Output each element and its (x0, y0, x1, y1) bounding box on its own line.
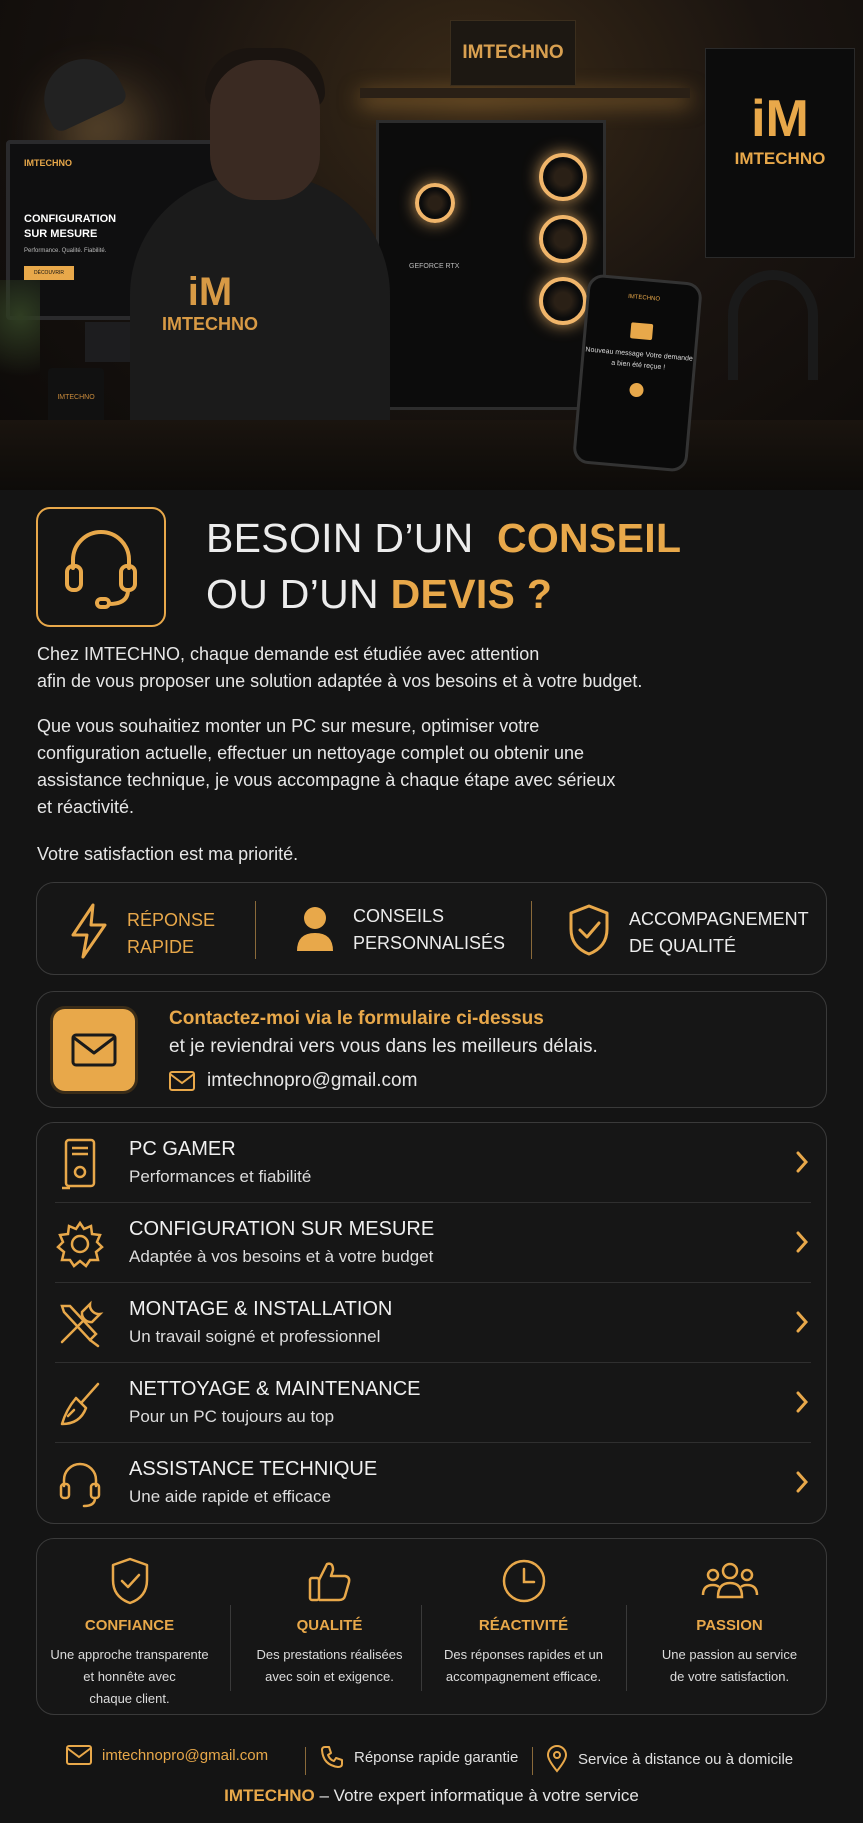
value-title: PASSION (696, 1617, 763, 1634)
intro-text-line: configuration actuelle, effectuer un nettoyage complet ou obtenir une (37, 743, 585, 763)
divider (255, 901, 256, 959)
chevron-right-icon (795, 1391, 809, 1418)
intro-text-line: afin de vous proposer une solution adaptée à vos besoins et à votre budget. (37, 671, 643, 691)
service-subtitle: Une aide rapide et efficace (129, 1487, 331, 1506)
divider (626, 1605, 627, 1691)
headset (728, 270, 818, 380)
contact-email-link[interactable] (169, 1070, 417, 1092)
footer-contacts (0, 1745, 863, 1775)
person-head (210, 60, 320, 200)
title-part2: OU D’UN (206, 571, 379, 617)
value-title: QUALITÉ (296, 1617, 363, 1634)
feature-label (629, 906, 809, 960)
service-item-nettoyage[interactable] (55, 1363, 811, 1443)
user-icon (295, 905, 335, 956)
feature-personal-advice (295, 903, 505, 957)
service-item-pc-gamer[interactable] (55, 1123, 811, 1203)
value-text-line: accompagnement efficace. (445, 1669, 602, 1684)
shirt-logo-mark: iM (187, 270, 233, 314)
chevron-right-icon (795, 1151, 809, 1178)
value-text-line: Une approche transparente (50, 1647, 209, 1662)
value-qualite (237, 1555, 422, 1688)
headset-icon (36, 507, 166, 627)
divider (305, 1747, 306, 1775)
fan (539, 153, 587, 201)
pc-case (376, 120, 606, 410)
phone (572, 273, 703, 472)
footer-service-text: Service à distance ou à domicile (578, 1750, 794, 1768)
contact-text: et je reviendrai vers vous dans les meilleurs délais. (169, 1036, 598, 1057)
value-title: CONFIANCE (84, 1617, 175, 1634)
value-title: RÉACTIVITÉ (478, 1617, 569, 1634)
value-text-line: Des prestations réalisées (256, 1647, 403, 1662)
intro-paragraph-2 (37, 713, 797, 821)
footer-response-text: Réponse rapide garantie (354, 1748, 519, 1766)
phone-icon (320, 1745, 344, 1769)
fan (415, 183, 455, 223)
service-title: PC GAMER (129, 1138, 236, 1160)
location-pin-icon (546, 1745, 568, 1773)
features-bar (36, 882, 827, 975)
footer-email-link[interactable] (66, 1745, 268, 1765)
fan (539, 277, 587, 325)
intro-text-line: assistance technique, je vous accompagne à chaque étape avec sérieux (37, 770, 616, 790)
desk (0, 420, 863, 490)
phone-envelope-icon (630, 322, 653, 340)
intro-paragraph-1 (37, 641, 797, 695)
service-subtitle: Adaptée à vos besoins et à votre budget (129, 1247, 434, 1266)
envelope-icon (66, 1745, 92, 1765)
poster-brand: IMTECHNO (734, 149, 826, 168)
title-highlight2: DEVIS ? (390, 571, 553, 617)
contact-email: imtechnopro@gmail.com (207, 1070, 418, 1091)
headset-icon (55, 1459, 105, 1509)
shield-check-icon (37, 1555, 222, 1607)
monitor-button: DÉCOUVRIR (24, 266, 74, 280)
clock-icon (431, 1555, 616, 1607)
feature-label-line1: ACCOMPAGNEMENT (629, 908, 809, 929)
services-list (36, 1122, 827, 1524)
service-title: ASSISTANCE TECHNIQUE (129, 1458, 378, 1480)
service-subtitle: Pour un PC toujours au top (129, 1407, 335, 1426)
page-title (206, 510, 681, 622)
values-card (36, 1538, 827, 1715)
value-text-line: avec soin et exigence. (265, 1669, 394, 1684)
value-text-line: Une passion au service (661, 1647, 798, 1662)
value-text (237, 1644, 422, 1688)
monitor-title: CONFIGURATION SUR MESURE (24, 213, 117, 240)
feature-label-line2: RAPIDE (127, 936, 195, 957)
phone-message: Nouveau message Votre demande a bien été reçue ! (585, 346, 694, 372)
value-text-line: Des réponses rapides et un (444, 1647, 603, 1662)
service-title: MONTAGE & INSTALLATION (129, 1298, 393, 1320)
gear-icon (55, 1219, 105, 1269)
service-item-configuration[interactable] (55, 1203, 811, 1283)
footer-tagline (0, 1786, 863, 1806)
footer-email: imtechnopro@gmail.com (102, 1746, 269, 1764)
service-subtitle: Un travail soigné et professionnel (129, 1327, 381, 1346)
value-text (37, 1644, 222, 1710)
intro-text-line: Que vous souhaitiez monter un PC sur mesure, optimiser votre (37, 716, 540, 736)
feature-quality (567, 903, 809, 962)
service-subtitle: Performances et fiabilité (129, 1167, 312, 1186)
divider (421, 1605, 422, 1691)
hero-image (0, 0, 863, 490)
monitor-subtitle: Performance. Qualité. Fiabilité. (24, 248, 107, 254)
footer-tagline-text: – Votre expert informatique à votre service (314, 1786, 639, 1805)
phone-brand: IMTECHNO (627, 293, 661, 303)
people-icon (637, 1555, 822, 1607)
service-item-assistance[interactable] (55, 1443, 811, 1523)
title-highlight1: CONSEIL (496, 515, 682, 561)
lightning-icon (69, 903, 109, 964)
divider (532, 1747, 533, 1775)
intro-text-line: Chez IMTECHNO, chaque demande est étudiée avec attention (37, 644, 540, 664)
feature-label-line1: RÉPONSE (127, 909, 216, 930)
feature-label (353, 903, 505, 957)
phone-check-icon (628, 382, 643, 397)
contact-heading: Contactez-moi via le formulaire ci-dessus (169, 1008, 544, 1029)
intro-paragraph-3: Votre satisfaction est ma priorité. (37, 844, 299, 864)
pc-tower-icon (55, 1139, 105, 1189)
title-part1: BESOIN D’UN (206, 515, 474, 561)
value-passion (637, 1555, 822, 1688)
value-text-line: chaque client. (89, 1691, 170, 1706)
poster-logo-mark: iM (751, 90, 809, 148)
value-text-line: de votre satisfaction. (669, 1669, 790, 1684)
chevron-right-icon (795, 1231, 809, 1258)
service-item-montage[interactable] (55, 1283, 811, 1363)
service-title: CONFIGURATION SUR MESURE (129, 1218, 435, 1240)
thumbs-up-icon (237, 1555, 422, 1607)
value-text-line: et honnête avec (83, 1669, 176, 1684)
feature-fast-response (69, 903, 215, 964)
feature-label-line2: DE QUALITÉ (629, 935, 737, 956)
shirt-logo (155, 270, 265, 335)
hero-shelf-sign: IMTECHNO (450, 20, 576, 86)
value-confiance (37, 1555, 222, 1710)
footer-response (320, 1745, 518, 1769)
divider (531, 901, 532, 959)
desk-lamp (31, 46, 129, 134)
footer-service (546, 1745, 793, 1773)
chevron-right-icon (795, 1311, 809, 1338)
value-text (431, 1644, 616, 1688)
shelf (360, 88, 690, 98)
monitor-brand: IMTECHNO (24, 158, 72, 168)
value-text (637, 1644, 822, 1688)
contact-card (36, 991, 827, 1108)
shirt-logo-text: IMTECHNO (162, 314, 258, 334)
wall-poster (705, 48, 855, 258)
feature-label-line2: PERSONNALISÉS (353, 933, 506, 953)
feature-label (127, 907, 215, 961)
chevron-right-icon (795, 1471, 809, 1498)
footer-brand: IMTECHNO (224, 1786, 315, 1805)
fan (539, 215, 587, 263)
divider (230, 1605, 231, 1691)
intro-text-line: et réactivité. (37, 797, 135, 817)
service-title: NETTOYAGE & MAINTENANCE (129, 1378, 421, 1400)
value-reactivite (431, 1555, 616, 1688)
feature-label-line1: CONSEILS (353, 906, 445, 926)
gpu-label: GEFORCE RTX (409, 263, 460, 270)
tools-icon (55, 1299, 105, 1349)
broom-icon (55, 1379, 105, 1429)
plant (0, 280, 40, 400)
envelope-icon (53, 1009, 135, 1091)
envelope-icon (169, 1071, 195, 1091)
mug-brand: IMTECHNO (57, 394, 95, 401)
shield-check-icon (567, 903, 611, 962)
